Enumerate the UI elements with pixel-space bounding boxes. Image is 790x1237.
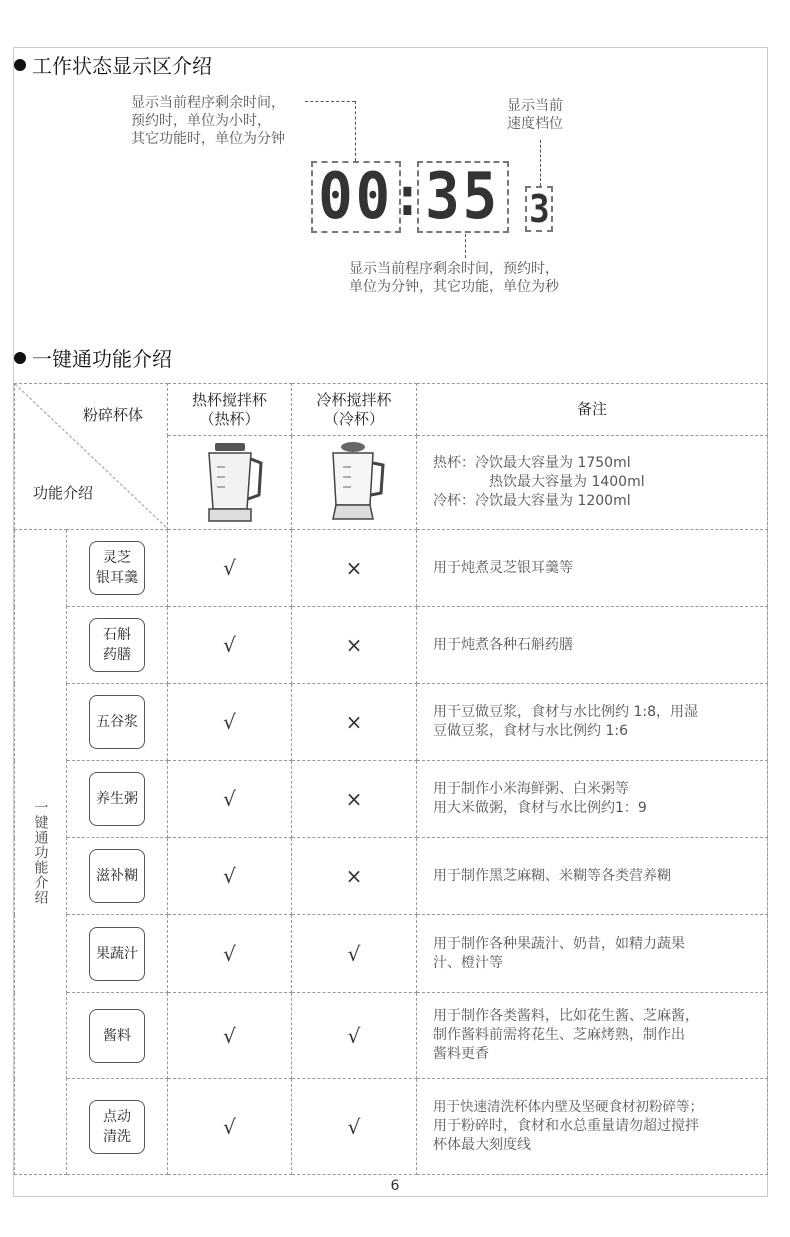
note-line: 杯体最大刻度线 [433,1137,531,1153]
speed-digit: 3 [528,187,550,231]
leader-line [540,140,541,186]
function-name: 银耳羹 [96,570,138,586]
header-cup: 粉碎杯体 [83,406,144,424]
minutes-display [417,161,509,233]
hot-mark: √ [168,838,292,915]
annotation-left [131,94,285,148]
leader-line [465,234,466,258]
bullet-icon [14,352,26,364]
header-hot-line: 热杯搅拌杯 [191,390,267,409]
cold-mark: × [292,607,417,684]
cold-mark: √ [292,1079,417,1175]
function-name: 养生粥 [96,791,138,807]
hot-cup-jar-icon [195,437,265,525]
function-button-wugujiang[interactable] [89,695,145,749]
header-cold-line: 冷杯搅拌杯 [316,390,392,409]
cold-mark: × [292,761,417,838]
note-line: 用于粉碎时，食材和水总重量请勿超过搅拌 [433,1118,699,1134]
function-name-cell [67,993,168,1079]
hot-mark: √ [168,761,292,838]
function-note [417,1079,768,1175]
function-name: 清洗 [103,1128,131,1145]
function-name: 滋补糊 [96,868,138,884]
annotation-left-line: 预约时，单位为小时， [131,113,271,129]
capacity-line: 热饮最大容量为 1400ml [489,474,645,491]
function-name-cell [67,607,168,684]
function-button-jiangliao[interactable] [89,1009,145,1063]
hours-display [311,161,401,233]
hours-digits: 00 [318,160,394,234]
header-cold-line: （冷杯） [323,409,384,428]
cold-mark: × [292,838,417,915]
function-name: 药膳 [103,647,131,663]
hot-mark: √ [168,993,292,1079]
section1-title-text: 工作状态显示区介绍 [32,54,212,78]
annotation-bottom-line: 单位为分钟，其它功能，单位为秒 [349,279,559,295]
function-name-cell [67,1079,168,1175]
side-label: 一键通功能介绍 [32,799,49,905]
bullet-icon [14,59,26,71]
table-row [15,761,768,838]
function-name-cell [67,530,168,607]
page-number: 6 [390,1178,400,1194]
function-note [417,761,768,838]
section1-title [14,50,212,79]
function-button-guoshuzhi[interactable] [89,927,145,981]
leader-line [305,101,355,102]
note-line: 用大米做粥，食材与水比例约1：9 [433,800,647,816]
section2-title-text: 一键通功能介绍 [32,347,172,371]
function-button-lingzhi[interactable] [89,541,145,595]
table-row [15,838,768,915]
function-name: 五谷浆 [96,714,138,730]
colon-separator [393,158,425,234]
function-note [417,607,768,684]
function-button-zibuhu[interactable] [89,849,145,903]
function-button-diandong[interactable] [89,1100,145,1154]
function-table [14,383,768,1175]
hot-mark: √ [168,1079,292,1175]
function-name: 灵芝 [103,550,131,566]
minutes-digits: 35 [425,160,501,234]
note-line: 用于制作各种果蔬汁、奶昔，如精力蔬果 [433,935,685,952]
function-name: 酱料 [103,1027,131,1044]
cold-cup-image-cell [292,436,417,530]
capacity-line: 冷杯：冷饮最大容量为 1200ml [433,493,631,510]
header-note: 备注 [417,384,768,436]
section2-title [14,343,172,372]
colon-digit: : [393,164,425,228]
function-name: 石斛 [103,627,131,643]
function-note [417,915,768,993]
table-row [15,993,768,1079]
speed-display [525,186,553,232]
hot-cup-image-cell [168,436,292,530]
function-note [417,838,768,915]
capacity-note [417,436,768,530]
table-row [15,684,768,761]
function-button-shihu[interactable] [89,618,145,672]
annotation-left-line: 其它功能时，单位为分钟 [131,131,285,147]
table-header-row [15,384,768,436]
function-note [417,993,768,1079]
leader-line [355,101,356,161]
function-name-cell [67,684,168,761]
header-cold-cup [292,384,417,436]
note-line: 汁、橙汁等 [433,954,503,971]
annotation-right [507,97,563,133]
table-row [15,1079,768,1175]
function-name-cell [67,761,168,838]
header-hot-cup [168,384,292,436]
function-note [417,530,768,607]
function-name: 点动 [103,1108,131,1125]
side-label-cell [15,530,67,1175]
annotation-left-line: 显示当前程序剩余时间， [131,95,285,111]
note-line: 豆做豆浆，食材与水比例约 1:6 [433,723,628,739]
header-hot-line: （热杯） [199,409,260,428]
hot-mark: √ [168,530,292,607]
function-name-cell [67,915,168,993]
function-note [417,684,768,761]
header-func: 功能介绍 [33,484,94,502]
annotation-right-line: 显示当前 [507,98,563,114]
cold-cup-jar-icon [319,437,389,525]
note-line: 用于炖煮各种石斛药膳 [433,636,573,653]
note-line: 用于制作小米海鲜粥、白米粥等 [433,781,629,797]
cold-mark: × [292,530,417,607]
note-line: 制作酱料前需将花生、芝麻烤熟，制作出 [433,1027,685,1043]
cold-mark: √ [292,993,417,1079]
annotation-bottom-line: 显示当前程序剩余时间，预约时， [349,261,559,277]
note-line: 用于快速清洗杯体内壁及坚硬食材初粉碎等； [433,1099,703,1115]
hot-mark: √ [168,684,292,761]
function-name: 果蔬汁 [96,945,138,962]
note-line: 用于制作黑芝麻糊、米糊等各类营养糊 [433,867,671,884]
note-line: 酱料更香 [433,1046,489,1062]
capacity-line: 热杯：冷饮最大容量为 1750ml [433,455,631,472]
function-name-cell [67,838,168,915]
note-line: 用干豆做豆浆，食材与水比例约 1:8，用湿 [433,704,698,720]
note-line: 用于炖煮灵芝银耳羹等 [433,559,573,576]
table-row [15,607,768,684]
hot-mark: √ [168,607,292,684]
cold-mark: √ [292,915,417,993]
diagonal-header-cell [15,384,168,530]
hot-mark: √ [168,915,292,993]
annotation-right-line: 速度档位 [507,116,563,132]
cold-mark: × [292,684,417,761]
table-row [15,915,768,993]
note-line: 用于制作各类酱料，比如花生酱、芝麻酱， [433,1008,699,1024]
annotation-bottom [349,260,559,296]
table-row [15,530,768,607]
function-button-yangshengzhou[interactable] [89,772,145,826]
